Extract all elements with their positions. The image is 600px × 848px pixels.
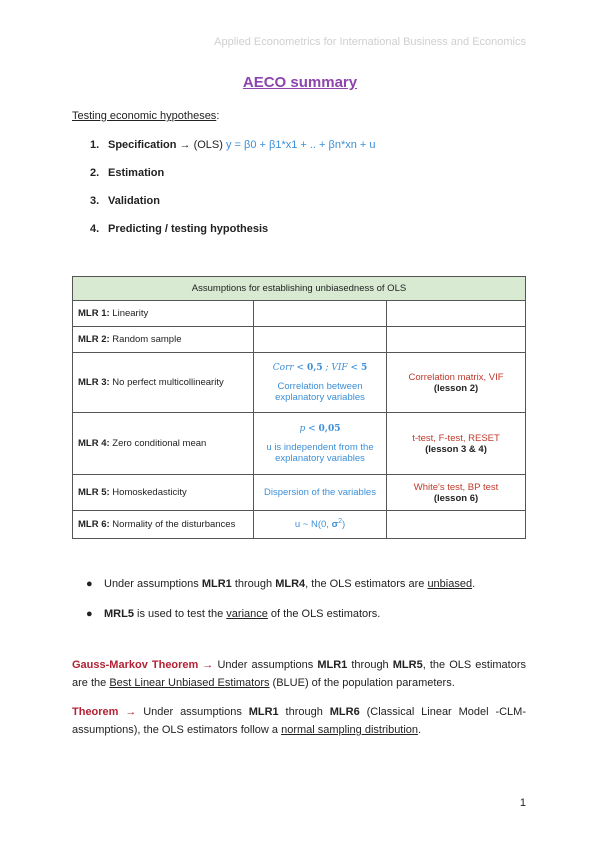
table-row: MLR 1: Linearity xyxy=(73,301,526,327)
table-row: MLR 3: No perfect multicollinearity Corr < 0,5 ; VIF < 5 Correlation between explanatory variables Correlation matrix, VIF (lesson 2) xyxy=(73,353,526,413)
table-row: MLR 6: Normality of the disturbances u ~ N(0, $\sigma^2$) xyxy=(73,511,526,539)
table-row: MLR 2: Random sample xyxy=(73,327,526,353)
bullet-list xyxy=(72,578,532,638)
running-header: Applied Econometrics for International Business and Economics xyxy=(214,36,526,48)
list-item: ● Under assumptions MLR1 through MLR4, the OLS estimators are unbiased. xyxy=(86,578,476,590)
list-item: 1. Specification → (OLS) y = β0 + β1*x1 + .. + βn*xn + u xyxy=(90,139,376,151)
list-item: 3. Validation xyxy=(90,195,160,207)
mlr4-formula: p < 0,05 xyxy=(299,423,341,434)
list-item: 4. Predicting / testing hypothesis xyxy=(90,223,269,235)
assumptions-table xyxy=(72,276,526,539)
list-item: 2. Estimation xyxy=(90,167,165,179)
table-row: MLR 4: Zero conditional mean p < 0,05 u is independent from the explanatory variables t-test, F-test, RESET (lesson 3 & 4) xyxy=(73,413,526,475)
theorem-paragraph: Theorem → Under assumptions MLR1 through MLR6 (Classical Linear Model -CLM- assumptions), the OLS estimators follow a normal sampling distribution. xyxy=(72,706,526,736)
steps-list xyxy=(72,138,376,250)
gauss-markov-paragraph: Gauss-Markov Theorem → Under assumptions MLR1 through MLR5, the OLS estimators are the Best Linear Unbiased Estimators (BLUE) of the population parameters. xyxy=(72,659,527,689)
section-heading-text: Testing economic hypotheses xyxy=(72,110,217,122)
list-item: ● MRL5 is used to test the variance of the OLS estimators. xyxy=(86,608,381,620)
page-title: AECO summary xyxy=(242,74,358,91)
page-number: 1 xyxy=(519,797,526,809)
ols-formula: y = β0 + β1*x1 + .. + βn*xn + u xyxy=(225,139,376,151)
table-header: Assumptions for establishing unbiasedness of OLS xyxy=(73,277,526,301)
section-heading: Testing economic hypotheses: xyxy=(72,110,220,122)
mlr3-formula: Corr < 0,5 ; VIF < 5 xyxy=(272,362,368,373)
table-row: MLR 5: Homoskedasticity Dispersion of the variables White's test, BP test (lesson 6) xyxy=(73,475,526,511)
